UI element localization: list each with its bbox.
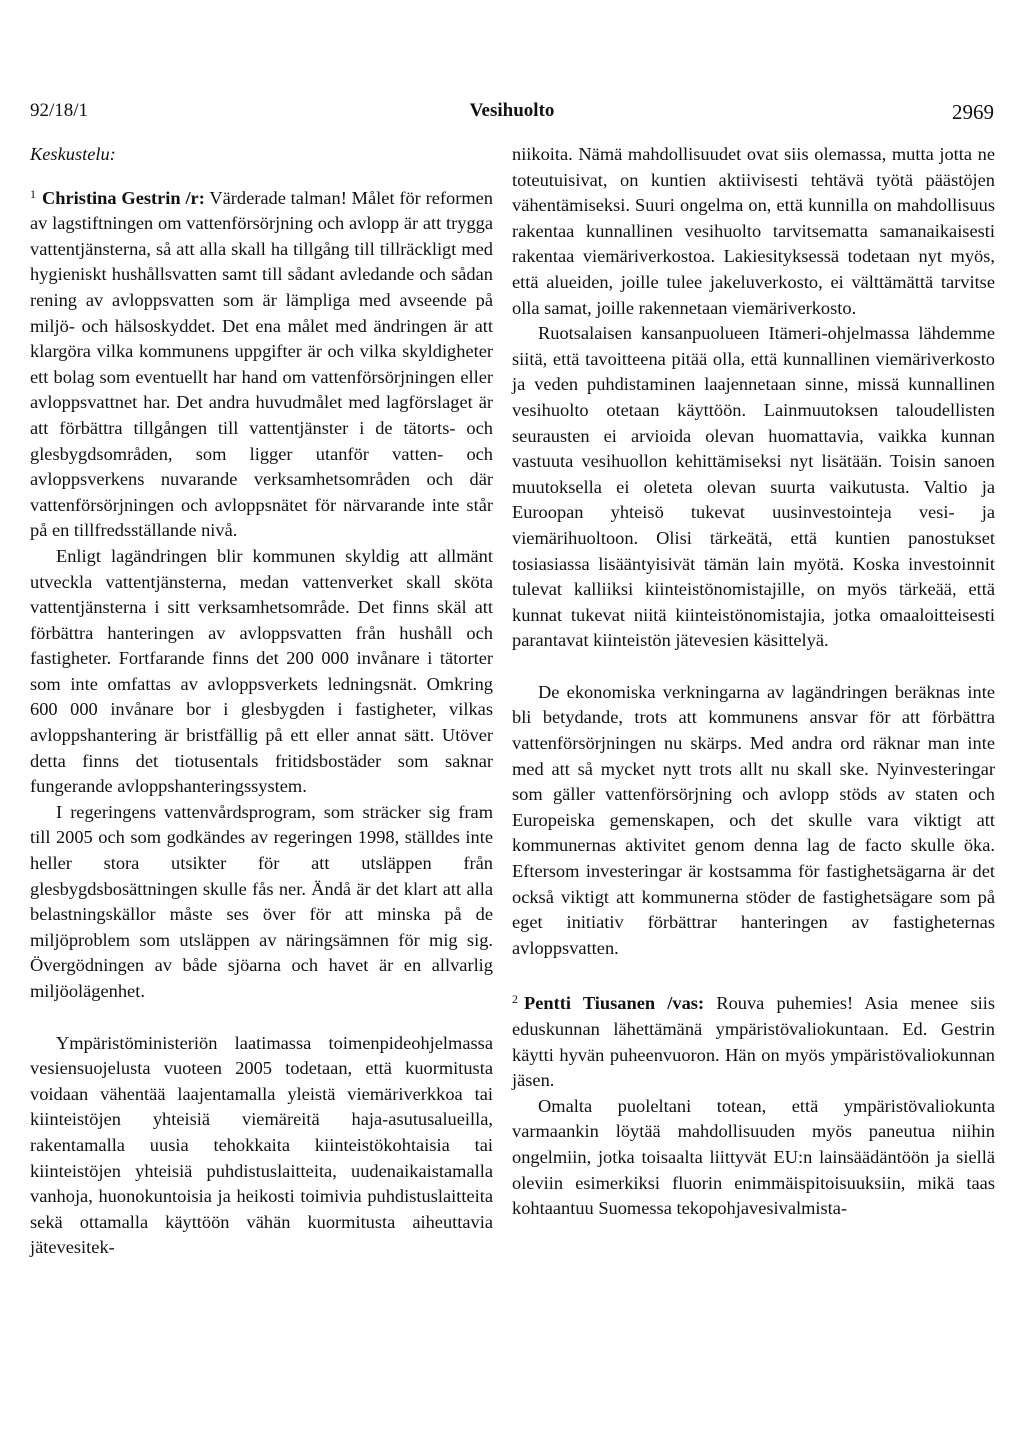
page-number: 2969: [952, 100, 994, 124]
speech-paragraph: [30, 182, 493, 544]
speech-paragraph: Ruotsalaisen kansanpuolueen Itämeri-ohjelmassa lähdemme siitä, että tavoitteena pitää olla, että kunnallinen viemäriverkosto ja veden puhdistaminen laajennetaan sinne, missä kunnallinen vesihuolto otetaan käyttöön. Lainmuutoksen taloudellisten seurausten ei arvioida olevan huomattavia, vaikka kunnan vastuuta vesihuollon kehittämiseksi nyt lisätään. Toisin sanoen muutoksella ei oleteta olevan suurta vaikutusta. Valtio ja Euroopan yhteisö tukevat uusinvestointeja vesi- ja viemärihuoltoon. Olisi tärkeätä, että kuntien panostukset tosiasiassa lisääntyisivät tämän lain myötä. Koska investoinnit tulevat kalliiksi kiinteistönomistajille, on myös tärkeää, että kunnat tukevat niitä kiinteistönomistajia, jotka omaaloitteisesti parantavat kiinteistön jätevesien käsittelyä.: [512, 323, 995, 651]
speech-paragraph: De ekonomiska verkningarna av lagändringen beräknas inte bli betydande, trots att kommunens ansvar för att förbättra vattenförsörjningen nu skärps. Med andra ord räknar man inte med att så mycket nytt trots allt nu skall ske. Nyinvesteringar som gäller vattenförsörjning och avlopp stöds av staten och Europeiska gemenskapen, och det skulle vara viktigt att kommunernas aktivitet genom denna lag de facto skulle öka. Eftersom investeringar är kostsamma för fastighetsägarna är det också viktigt att kommunerna stöder de fastighetsägare som på eget initiativ förbättrar hanteringen av fastigheternas avloppsvatten.: [512, 681, 995, 958]
page-header: [30, 100, 994, 128]
paragraph-gap: [512, 961, 995, 987]
speech-paragraph: I regeringens vattenvårdsprogram, som sträcker sig fram till 2005 och som godkändes av regeringen 1998, ställdes inte heller stora utsikter för att utsläppen från glesbygdsbosättningen skulle fås ner. Ändå är det klart att alla belastningskällor måste ses över för att minska på de miljöproblem som utsläppen av näringsämnen för mig sig. Övergödningen av både sjöarna och havet är en allvarlig miljöolägenhet.: [30, 801, 493, 1001]
speaker-number: 1: [30, 186, 36, 201]
speaker-name: Pentti Tiusanen /vas:: [524, 993, 705, 1014]
speaker-name: Christina Gestrin /r:: [42, 187, 205, 208]
paragraph-gap: [30, 1005, 493, 1031]
left-column: [30, 142, 493, 1261]
speaker-number: 2: [512, 992, 518, 1007]
speech-paragraph: Omalta puoleltani totean, että ympäristövaliokunta varmaankin löytää mahdollisuuden myös paneutua niihin ongelmiin, jotka toisaalta liittyvät EU:n lainsäädäntöön ja siellä oleviin esimerkiksi fluorin enimmäispitoisuuksiin, mikä taas kohtaantuu Suomessa tekopohjavesivalmista-: [512, 1095, 995, 1219]
speech-paragraph: niikoita. Nämä mahdollisuudet ovat siis olemassa, mutta jotta ne toteutuisivat, on kuntien aktiivisesti tehtävä työtä päästöjen vähentämiseksi. Suuri ongelma on, että kunnilla on mahdollisuus rakentaa kunnallinen vesihuolto tarvitsematta samanaikaisesti rakentaa viemäriverkostoa. Lakiesityksessä todetaan nyt myös, että alueiden, joille tulee jakeluverkosto, ei välttämättä tarvitse olla samat, joille rakennetaan viemäriverkosto.: [512, 144, 995, 318]
right-column: [512, 142, 995, 1222]
page-title: Vesihuolto: [469, 100, 555, 121]
section-label: Keskustelu:: [30, 144, 116, 164]
speech-paragraph: Ympäristöministeriön laatimassa toimenpideohjelmassa vesiensuojelusta vuoteen 2005 todetaan, että kuormitusta voidaan vähentää laajentamalla yleistä viemäriverkkoa tai kiinteistöjen yhteisiä viemäreitä haja-asutusalueilla, rakentamalla uusia tehokkaita kiinteistökohtaisia tai kiinteistöjen yhteisiä puhdistuslaitteita, uudenaikaistamalla vanhoja, huonokuntoisia ja heikosti toimivia puhdistuslaitteita sekä ottamalla käyttöön vähän kuormitusta aiheuttavia jätevesitek-: [30, 1032, 493, 1258]
speech-text: Värderade talman! Målet för reformen av lagstiftningen om vattenförsörjning och avlopp är att trygga vattentjänsterna, så att alla skall ha tillgång till tillräckligt med hygieniskt hushållsvatten samt till sådant avledande och sådan rening av avloppsvatten som är lämpliga med avseende på miljö- och hälsoskyddet. Det ena målet med ändringen är att klargöra vilka kommunens uppgifter är och vilka skyldigheter ett bolag som eventuellt har hand om vattenförsörjningen eller avloppsvattnet har. Det andra huvudmålet med lagförslaget är att förbättra tillgången till vattentjänster i de tätorts- och glesbygdsområden, som ligger utanför vatten- och avloppsverkens nuvarande verksamhetsområden och där vattenförsörjningen och avloppsnätet för närvarande inte står på en tillfredsställande nivå.: [30, 187, 493, 541]
speech-text: Rouva puhemies! Asia menee siis eduskunnan lähettämänä ympäristövaliokuntaan. Ed. Gestrin käytti hyvän puheenvuoron. Hän on myös ympäristövaliokunnan jäsen.: [512, 993, 995, 1091]
speech-paragraph: [512, 987, 995, 1093]
document-number: 92/18/1: [30, 100, 89, 121]
paragraph-gap: [512, 654, 995, 680]
speech-paragraph: Enligt lagändringen blir kommunen skyldig att allmänt utveckla vattentjänsterna, medan vattenverket skall sköta vattentjänsterna i sitt verksamhetsområde. Det finns skäl att förbättra hanteringen av avloppsvatten från hushåll och fastigheter. Fortfarande finns det 200 000 invånare i tätorter som inte omfattas av avloppsverkets ledningsnät. Omkring 600 000 invånare bor i glesbygden i fastigheter, vilkas avloppshantering är bristfällig på ett eller annat sätt. Utöver detta finns det tiotusentals fritidsbostäder som saknar fungerande avloppshanteringssystem.: [30, 545, 493, 797]
